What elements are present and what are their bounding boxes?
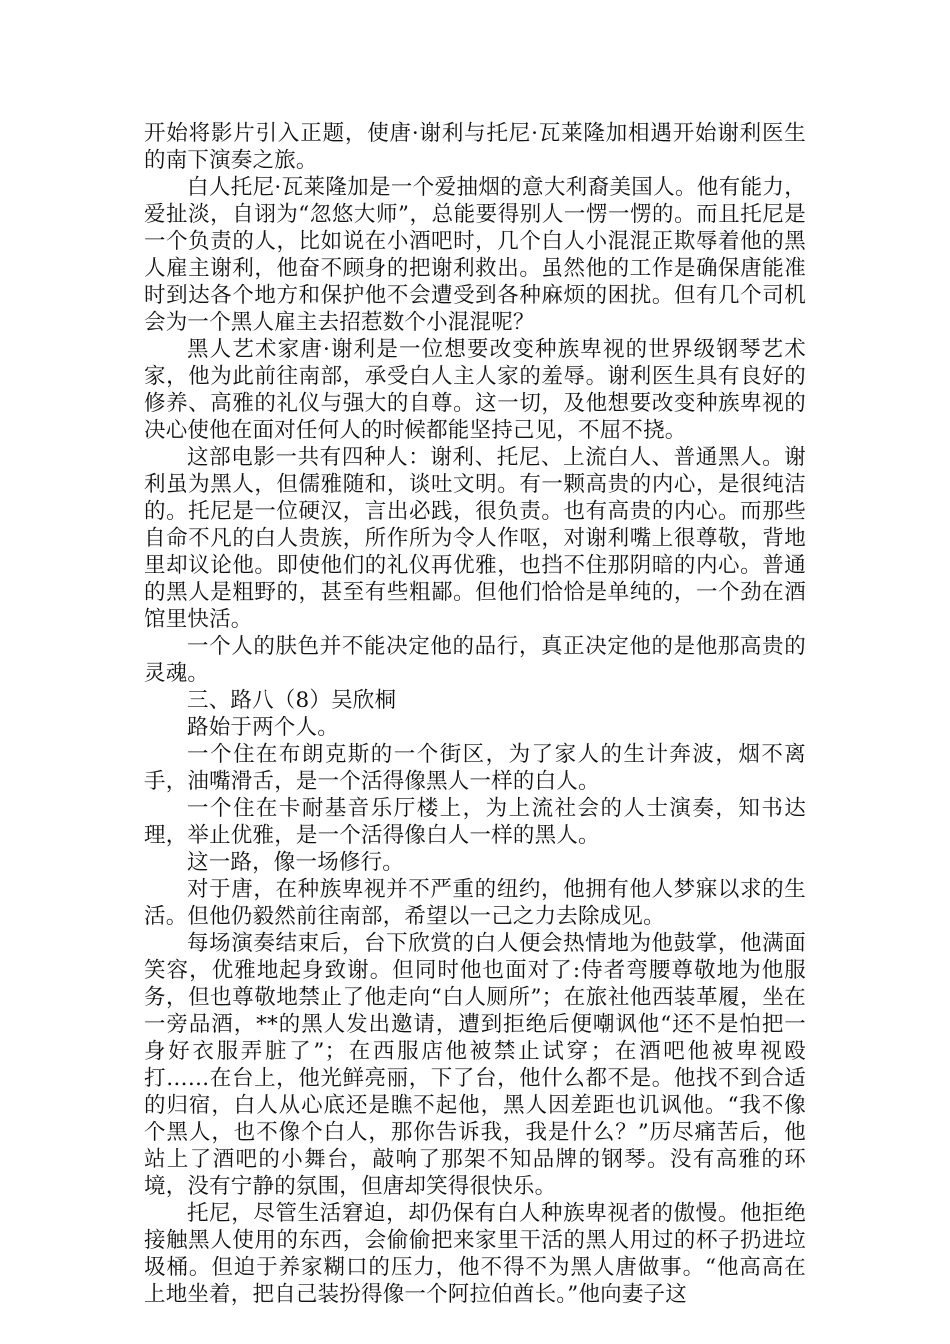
paragraph-road-begins: 路始于两个人。	[187, 715, 339, 740]
paragraph-journey: 这一路，像一场修行。	[187, 850, 405, 875]
paragraph-don-newyork: 对于唐，在种族卑视并不严重的纽约，他拥有他人梦寐以求的生活。但他仍毅然前往南部，希望以一己之力去除成见。	[144, 877, 806, 929]
paragraph-bronx: 一个住在布朗克斯的一个街区，为了家人的生计奔波，烟不离手，油嘴滑舌，是一个活得像黑人一样的白人。	[144, 742, 806, 794]
paragraph-four-kinds: 这部电影一共有四种人：谢利、托尼、上流白人、普通黑人。谢利虽为黑人，但儒雅随和，谈吐文明。有一颗高贵的内心，是很纯洁的。托尼是一位硬汉，言出必践，很负责。也有高贵的内心。而那些自命不凡的白人贵族，所作所为令人作呕，对谢利嘴上很尊敬，背地里却议论他。即使他们的礼仪再优雅，也挡不住那阴暗的内心。普通的黑人是粗野的，甚至有些粗鄙。但他们恰恰是单纯的，一个劲在酒馆里快活。	[144, 445, 806, 632]
paragraph-tony-life: 托尼，尽管生活窘迫，却仍保有白人种族卑视者的傲慢。他拒绝接触黑人使用的东西，会偷偷把来家里干活的黑人用过的杯子扔进垃圾桶。但迫于养家糊口的压力，他不得不为黑人唐做事。“他高高在上地坐着，把自己装扮得像一个阿拉伯酋长。”他向妻子这	[144, 1201, 806, 1307]
paragraph-carnegie: 一个住在卡耐基音乐厅楼上，为上流社会的人士演奏，知书达理，举止优雅，是一个活得像白人一样的黑人。	[144, 796, 806, 848]
paragraph-continuation: 开始将影片引入正题，使唐·谢利与托尼·瓦莱隆加相遇开始谢利医生的南下演奏之旅。	[144, 121, 806, 173]
paragraph-don-intro: 黑人艺术家唐·谢利是一位想要改变种族卑视的世界级钢琴艺术家，他为此前往南部，承受白人主人家的羞辱。谢利医生具有良好的修养、高雅的礼仪与强大的自尊。这一切，及他想要改变种族卑视的决心使他在面对任何人的时候都能坚持己见，不屈不挠。	[144, 337, 806, 443]
paragraph-skin-color: 一个人的肤色并不能决定他的品行，真正决定他的是他那高贵的灵魂。	[144, 634, 806, 686]
section-heading: 三、路八（8）吴欣桐	[187, 688, 397, 713]
paragraph-performances: 每场演奏结束后，台下欣赏的白人便会热情地为他鼓掌，他满面笑容，优雅地起身致谢。但同时他也面对了:侍者弯腰尊敬地为他服务，但也尊敬地禁止了他走向“白人厕所”；在旅社他西装革履，坐在一旁品酒，**的黑人发出邀请，遭到拒绝后便嘲讽他“还不是怕把一身好衣服弄脏了”；在西服店他被禁止试穿；在酒吧他被卑视殴打……在台上，他光鲜亮丽，下了台，他什么都不是。他找不到合适的归宿，白人从心底还是瞧不起他，黑人因差距也讥讽他。“我不像个黑人，也不像个白人，那你告诉我，我是什么？”历尽痛苦后，他站上了酒吧的小舞台，敲响了那架不知品牌的钢琴。没有高雅的环境，没有宁静的氛围，但唐却笑得很快乐。	[144, 931, 806, 1199]
paragraph-tony-intro: 白人托尼·瓦莱隆加是一个爱抽烟的意大利裔美国人。他有能力，爱扯淡，自诩为“忽悠大师”，总能要得别人一愣一愣的。而且托尼是一个负责的人，比如说在小酒吧时，几个白人小混混正欺辱着他的黑人雇主谢利，他奋不顾身的把谢利救出。虽然他的工作是确保唐能准时到达各个地方和保护他不会遭受到各种麻烦的困扰。但有几个司机会为一个黑人雇主去招惹数个小混混呢？	[144, 175, 806, 335]
document-body	[144, 120, 806, 1308]
